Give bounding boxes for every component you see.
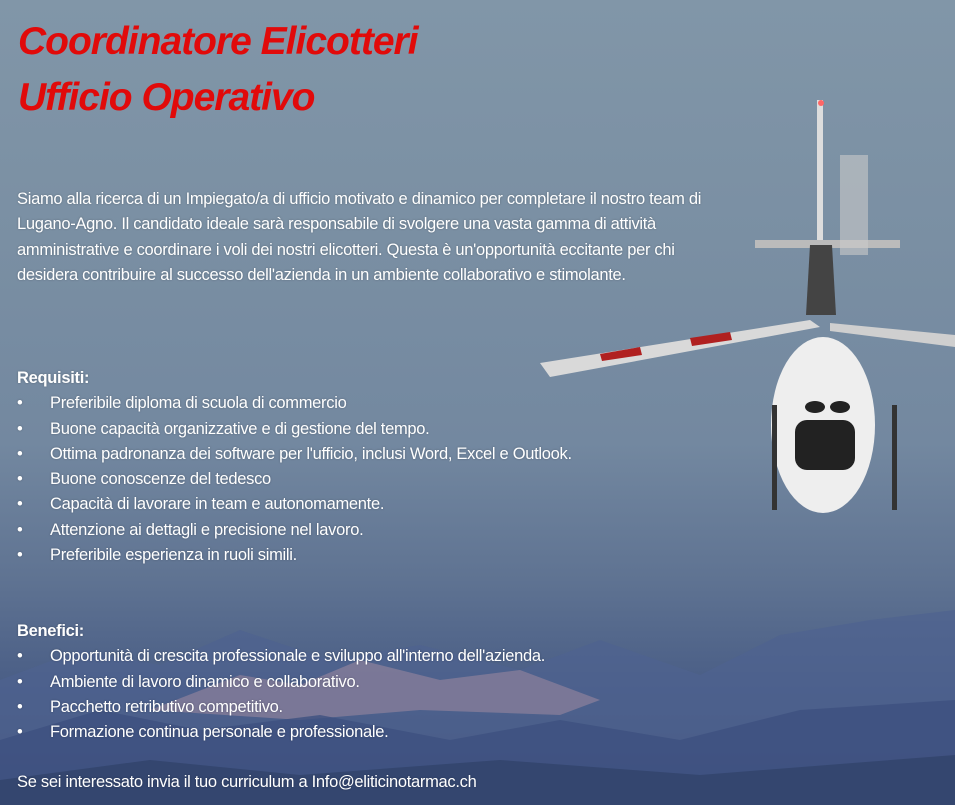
list-item bbox=[17, 543, 650, 568]
bullet-icon: • bbox=[17, 647, 23, 666]
bullet-icon: • bbox=[17, 394, 23, 413]
bullet-icon: • bbox=[17, 444, 23, 463]
list-item-text: Preferibile diploma di scuola di commercio bbox=[50, 394, 347, 413]
list-item bbox=[17, 720, 650, 745]
title-line-2: Ufficio Operativo bbox=[18, 76, 315, 119]
requirements-heading: Requisiti: bbox=[17, 369, 90, 387]
list-item-text: Capacità di lavorare in team e autonomamente. bbox=[50, 495, 385, 514]
list-item-text: Opportunità di crescita professionale e sviluppo all'interno dell'azienda. bbox=[50, 647, 545, 666]
benefits-heading: Benefici: bbox=[17, 622, 84, 640]
requirements-section bbox=[17, 366, 650, 568]
list-item bbox=[17, 670, 650, 695]
list-item bbox=[17, 417, 650, 442]
bullet-icon: • bbox=[17, 419, 23, 438]
list-item-text: Preferibile esperienza in ruoli simili. bbox=[50, 546, 297, 565]
list-item bbox=[17, 391, 650, 416]
bullet-icon: • bbox=[17, 672, 23, 691]
intro-paragraph: Siamo alla ricerca di un Impiegato/a di ufficio motivato e dinamico per completare il nostro team di Lugano-Agno. Il candidato ideale sarà responsabile di svolgere una vasta gamma di attività amministrative e coordinare i voli dei nostri elicotteri. Questa è un'opportunità eccitante per chi desidera contribuire al successo dell'azienda in un ambiente collaborativo e stimolante. bbox=[17, 190, 702, 284]
list-item-text: Formazione continua personale e professionale. bbox=[50, 723, 389, 742]
list-item bbox=[17, 442, 650, 467]
list-item-text: Ottima padronanza dei software per l'ufficio, inclusi Word, Excel e Outlook. bbox=[50, 444, 572, 463]
bullet-icon: • bbox=[17, 470, 23, 489]
title-line-1: Coordinatore Elicotteri bbox=[18, 20, 418, 63]
list-item bbox=[17, 467, 650, 492]
list-item-text: Ambiente di lavoro dinamico e collaborativo. bbox=[50, 672, 360, 691]
contact-line: Se sei interessato invia il tuo curriculum a Info@eliticinotarmac.ch bbox=[17, 773, 477, 791]
bullet-icon: • bbox=[17, 520, 23, 539]
benefits-section bbox=[17, 619, 650, 745]
bullet-icon: • bbox=[17, 546, 23, 565]
list-item-text: Pacchetto retributivo competitivo. bbox=[50, 697, 283, 716]
bullet-icon: • bbox=[17, 723, 23, 742]
list-item bbox=[17, 695, 650, 720]
list-item bbox=[17, 492, 650, 517]
page-title bbox=[18, 14, 418, 126]
list-item bbox=[17, 644, 650, 669]
list-item-text: Buone conoscenze del tedesco bbox=[50, 470, 271, 489]
bullet-icon: • bbox=[17, 495, 23, 514]
requirements-list bbox=[17, 391, 650, 568]
benefits-list bbox=[17, 644, 650, 745]
list-item-text: Buone capacità organizzative e di gestione del tempo. bbox=[50, 419, 430, 438]
list-item bbox=[17, 518, 650, 543]
bullet-icon: • bbox=[17, 697, 23, 716]
list-item-text: Attenzione ai dettagli e precisione nel lavoro. bbox=[50, 520, 364, 539]
